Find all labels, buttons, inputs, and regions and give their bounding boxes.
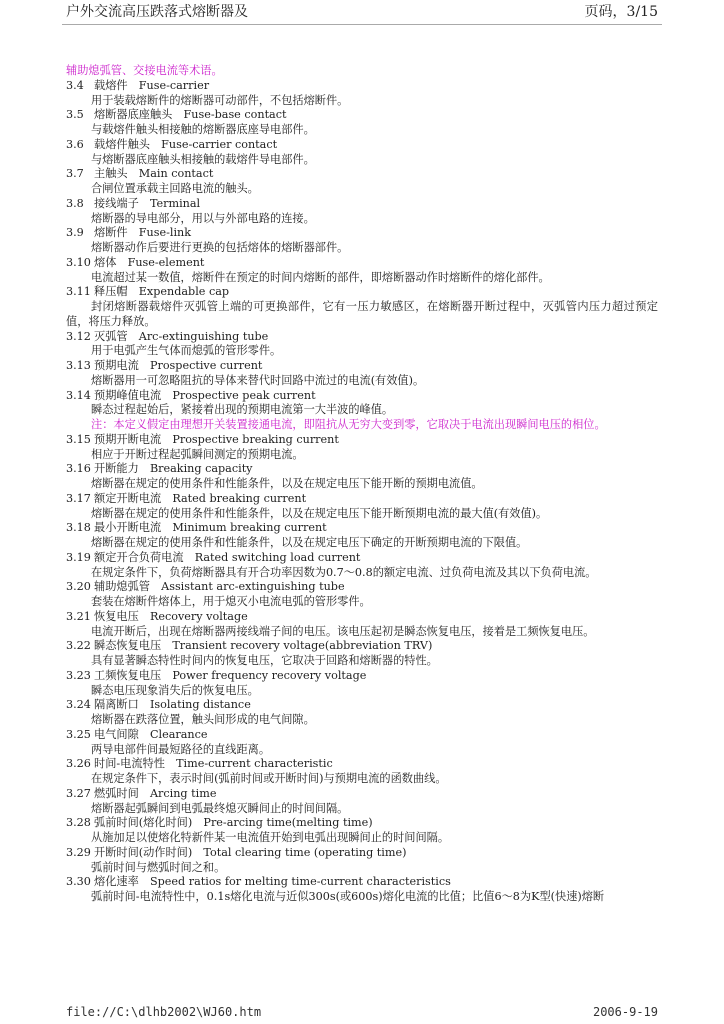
term-heading	[66, 433, 658, 448]
document-body	[66, 64, 658, 905]
term-name: 恢复电压 Recovery voltage	[94, 609, 248, 623]
term-heading	[66, 580, 658, 595]
clause-number: 3.16	[66, 462, 91, 476]
clause-number: 3.17	[66, 491, 91, 505]
term-heading	[66, 285, 658, 300]
clause-number: 3.28	[66, 816, 91, 830]
term-name: 额定开断电流 Rated breaking current	[94, 491, 307, 505]
clause-number: 3.29	[66, 845, 91, 859]
term-heading	[66, 167, 658, 182]
term-name: 最小开断电流 Minimum breaking current	[94, 521, 327, 535]
term-heading	[66, 610, 658, 625]
term-heading	[66, 757, 658, 772]
term-heading	[66, 492, 658, 507]
term-definition: 弧前时间-电流特性中，0.1s熔化电流与近似300s(或600s)熔化电流的比值；比值6～8为K型(快速)熔断	[91, 890, 605, 903]
term-definition: 在规定条件下，表示时间(弧前时间或开断时间)与预期电流的函数曲线。	[91, 772, 447, 785]
clause-number: 3.10	[66, 255, 91, 269]
term-heading	[66, 138, 658, 153]
clause-number: 3.5	[66, 108, 84, 122]
term-definition: 熔断器动作后要进行更换的包括熔体的熔断器部件。	[91, 241, 349, 254]
header-divider	[62, 24, 662, 25]
term-definition: 合闸位置承载主回路电流的触头。	[91, 182, 259, 195]
clause-number: 3.8	[66, 196, 84, 210]
term-definition: 与熔断器底座触头相接触的载熔件导电部件。	[91, 152, 315, 166]
term-heading	[66, 197, 658, 212]
term-definition: 两导电部件间最短路径的直线距离。	[91, 742, 271, 756]
term-heading	[66, 226, 658, 241]
term-definition: 熔断器的导电部分，用以与外部电路的连接。	[91, 211, 315, 225]
file-path: file://C:\dlhb2002\WJ60.htm	[66, 1005, 262, 1019]
clause-number: 3.30	[66, 875, 91, 889]
term-heading	[66, 462, 658, 477]
term-name: 电气间隙 Clearance	[94, 727, 208, 741]
page-header	[66, 0, 658, 22]
term-name: 载熔件触头 Fuse-carrier contact	[94, 137, 278, 151]
term-definition: 电流超过某一数值，熔断件在预定的时间内熔断的部件，即熔断器动作时熔断件的熔化部件。	[91, 270, 550, 284]
term-definition: 在规定条件下，负荷熔断器具有开合功率因数为0.7～0.8的额定电流、过负荷电流及其以下负荷电流。	[91, 565, 597, 579]
term-definition: 套装在熔断件熔体上，用于熄灭小电流电弧的管形零件。	[91, 595, 371, 608]
term-definition: 熔断器在规定的使用条件和性能条件，以及在规定电压下能开断预期电流的最大值(有效值)。	[91, 506, 548, 520]
print-date: 2006-9-19	[592, 1005, 658, 1019]
term-name: 预期峰值电流 Prospective peak current	[94, 388, 316, 402]
clause-number: 3.9	[66, 226, 84, 240]
term-heading	[66, 359, 658, 374]
term-definition: 熔断器在规定的使用条件和性能条件，以及在规定电压下能开断的预期电流值。	[91, 477, 483, 490]
term-heading	[66, 846, 658, 861]
clause-number: 3.25	[66, 727, 91, 741]
term-name: 时间-电流特性 Time-current characteristic	[94, 757, 333, 771]
term-heading	[66, 389, 658, 404]
term-name: 开断能力 Breaking capacity	[94, 462, 253, 476]
term-definition: 熔断器起弧瞬间到电弧最终熄灭瞬间止的时间间隔。	[91, 801, 349, 815]
term-heading	[66, 108, 658, 123]
term-heading	[66, 698, 658, 713]
term-heading	[66, 551, 658, 566]
term-definition: 封闭熔断器载熔件灭弧管上端的可更换部件，它有一压力敏感区，在熔断器开断过程中，灭弧管内压力超过预定值，将压力释放。	[66, 300, 658, 328]
term-name: 载熔件 Fuse-carrier	[94, 78, 210, 92]
term-name: 工频恢复电压 Power frequency recovery voltage	[94, 668, 367, 682]
term-heading	[66, 875, 658, 890]
term-name: 隔离断口 Isolating distance	[94, 698, 251, 712]
term-name: 熔断器底座触头 Fuse-base contact	[94, 108, 287, 122]
term-name: 预期开断电流 Prospective breaking current	[94, 432, 339, 446]
term-note: 注：本定义假定由理想开关装置接通电流，即阻抗从无穷大变到零，它取决于电流出现瞬间电压的相位。	[91, 418, 606, 431]
clause-number: 3.18	[66, 521, 91, 535]
term-definition: 瞬态电压现象消失后的恢复电压。	[91, 683, 259, 697]
clause-number: 3.11	[66, 285, 91, 299]
term-heading	[66, 256, 658, 271]
clause-number: 3.12	[66, 329, 91, 343]
term-name: 弧前时间(熔化时间) Pre-arcing time(melting time)	[94, 816, 373, 830]
term-name: 开断时间(动作时间) Total clearing time (operating time)	[94, 845, 407, 859]
term-name: 释压帽 Expendable cap	[94, 285, 230, 299]
clause-number: 3.23	[66, 668, 91, 682]
term-name: 熔断件 Fuse-link	[94, 226, 192, 240]
term-name: 预期电流 Prospective current	[94, 359, 263, 372]
clause-number: 3.15	[66, 432, 91, 446]
term-name: 燃弧时间 Arcing time	[94, 786, 217, 800]
clause-number: 3.20	[66, 580, 91, 594]
clause-number: 3.21	[66, 609, 91, 623]
term-definition: 熔断器在规定的使用条件和性能条件，以及在规定电压下确定的开断预期电流的下限值。	[91, 536, 528, 549]
page-footer	[66, 1005, 658, 1019]
term-definition: 与载熔件触头相接触的熔断器底座导电部件。	[91, 123, 315, 136]
clause-number: 3.13	[66, 359, 91, 372]
term-definition: 具有显著瞬态特性时间内的恢复电压，它取决于回路和熔断器的特性。	[91, 654, 438, 667]
page-number: 页码，3/15	[584, 4, 658, 20]
term-name: 主触头 Main contact	[94, 167, 214, 181]
term-name: 熔体 Fuse-element	[94, 255, 205, 269]
document-title: 户外交流高压跌落式熔断器及	[66, 4, 248, 20]
term-heading	[66, 521, 658, 536]
term-name: 接线端子 Terminal	[94, 196, 201, 210]
term-definition: 熔断器用一可忽略阻抗的导体来替代时回路中流过的电流(有效值)。	[91, 373, 425, 387]
term-heading	[66, 330, 658, 345]
clause-number: 3.24	[66, 698, 91, 712]
term-name: 辅助熄弧管 Assistant arc-extinguishing tube	[94, 580, 345, 594]
term-definition: 弧前时间与燃弧时间之和。	[91, 860, 226, 874]
term-name: 熔化速率 Speed ratios for melting time-current characteristics	[94, 875, 451, 889]
term-definition: 电流开断后，出现在熔断器两接线端子间的电压。该电压起初是瞬态恢复电压，接着是工频恢复电压。	[91, 624, 595, 638]
term-definition: 瞬态过程起始后，紧接着出现的预期电流第一大半波的峰值。	[91, 403, 394, 417]
term-heading	[66, 816, 658, 831]
term-name: 瞬态恢复电压 Transient recovery voltage(abbreviation TRV)	[94, 639, 433, 653]
term-heading	[66, 787, 658, 802]
clause-number: 3.4	[66, 78, 84, 92]
clause-number: 3.19	[66, 550, 91, 564]
term-heading	[66, 639, 658, 654]
term-definition: 用于装载熔断件的熔断器可动部件，不包括熔断件。	[91, 93, 349, 107]
term-name: 额定开合负荷电流 Rated switching load current	[94, 550, 361, 564]
term-definition: 从施加足以使熔化特新件某一电流值开始到电弧出现瞬间止的时间间隔。	[91, 831, 450, 844]
clause-number: 3.27	[66, 786, 91, 800]
term-definition: 相应于开断过程起弧瞬间测定的预期电流。	[91, 447, 304, 461]
intro-text: 辅助熄弧管、交接电流等术语。	[66, 64, 223, 77]
term-definition: 用于电弧产生气体而熄弧的管形零件。	[91, 344, 282, 358]
term-name: 灭弧管 Arc-extinguishing tube	[94, 329, 269, 343]
clause-number: 3.6	[66, 137, 84, 151]
clause-number: 3.7	[66, 167, 84, 181]
clause-number: 3.26	[66, 757, 91, 771]
term-heading	[66, 79, 658, 94]
term-definition: 熔断器在跌落位置，触头间形成的电气间隙。	[91, 713, 315, 726]
term-heading	[66, 669, 658, 684]
term-heading	[66, 728, 658, 743]
clause-number: 3.22	[66, 639, 91, 653]
clause-number: 3.14	[66, 388, 91, 402]
